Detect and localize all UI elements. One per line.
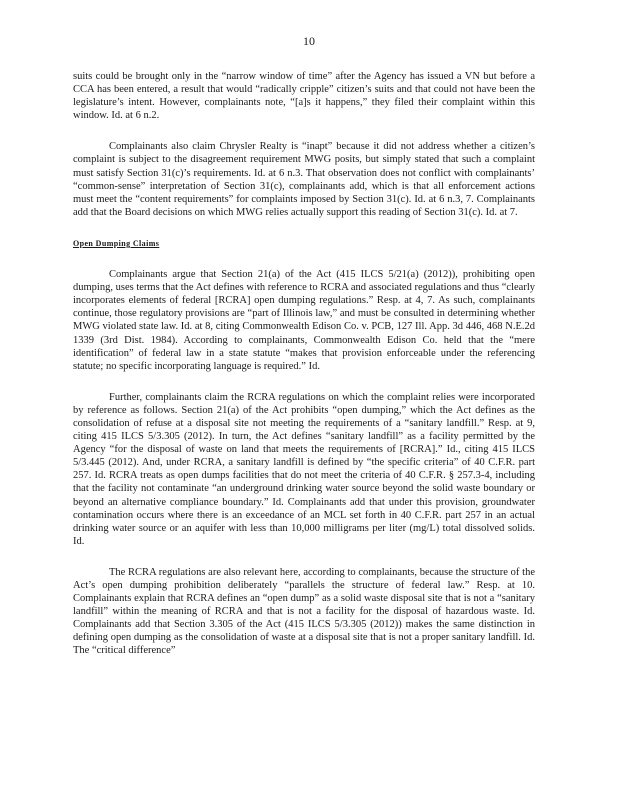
paragraph-chrysler-realty: Complainants also claim Chrysler Realty is “inapt” because it did not address whether a citizen’s complaint is subject to the disagreement requirement MWG posits, but simply stated that such a complaint must satisfy Section 31(c)’s requirements. Id. at 6 n.3. That observation does not conflict with complainants’ “common-sense” interpretation of Section 31(c), complainants add, which is that all enforcement actions must meet the “content requirements” for complaints imposed by Section 31(c). Id. at 6 n.3, 7. Complainants add that the Board decisions on which MWG relies actually support this reading of Section 31(c). Id. at 7. [73,141,535,218]
paragraph-rcra-structure: The RCRA regulations are also relevant here, according to complainants, because the structure of the Act’s open dumping prohibition deliberately “parallels the structure of federal law.” Resp. at 10. Complainants explain that RCRA defines an “open dump” as a solid waste disposal site that is not a “sanitary landfill” within the meaning of RCRA and that is not a facility for the disposal of hazardous waste. Id. Complainants add that Section 3.305 of the Act (415 ILCS 5/3.305 (2012)) makes the same distinction in defining open dumping as the consolidation of waste at a disposal site that is not a proper sanitary landfill. Id. The “critical difference” [73,566,535,657]
document-body [73,70,535,676]
page-number: 10 [303,34,315,48]
paragraph-rcra-incorporation: Further, complainants claim the RCRA regulations on which the complaint relies were incorporated by reference as follows. Section 21(a) of the Act prohibits “open dumping,” which the Act defines as the consolidation of refuse at a disposal site not meeting the requirements of a “sanitary landfill.” Resp. at 9, citing 415 ILCS 5/3.305 (2012). In turn, the Act defines “sanitary landfill” as a facility permitted by the Agency “for the disposal of waste on land that meets the requirements of [RCRA].” Id., citing 415 ILCS 5/3.445 (2012). And, under RCRA, a sanitary landfill is defined by “the specific criteria” of 40 C.F.R. part 257. Id. RCRA treats as open dumps facilities that do not meet the criteria of 40 C.F.R. § 257.3-4, including that the facility not contaminate “an underground drinking water source beyond the solid waste boundary or beyond an alternative compliance boundary.” Id. Complainants add that under this provision, groundwater contamination occurs where there is an exceedance of an MCL set forth in 40 C.F.R. part 257 in an actual drinking water source or an aquifer with less than 10,000 milligrams per liter (mg/L) total dissolved solids. Id. [73,391,535,547]
section-heading-open-dumping: Open Dumping Claims [73,238,160,248]
paragraph-section-21a: Complainants argue that Section 21(a) of the Act (415 ILCS 5/21(a) (2012)), prohibiting open dumping, uses terms that the Act defines with reference to RCRA and associated regulations and thus “clearly incorporates elements of federal [RCRA] open dumping regulations.” Resp. at 4, 7. As such, complainants continue, those regulatory provisions are “part of Illinois law,” and must be consulted in determining whether MWG violated state law. Id. at 8, citing Commonwealth Edison Co. v. PCB, 127 Ill. App. 3d 446, 468 N.E.2d 1339 (3rd Dist. 1984). According to complainants, Commonwealth Edison Co. held that the “mere identification” of federal law in a state statute “makes that provision enforceable under the referencing statute; no specific incorporating language is required.” Id. [73,269,535,372]
paragraph-continuation: suits could be brought only in the “narrow window of time” after the Agency has issued a VN but before a CCA has been entered, a result that would “radically cripple” citizen’s suits and that could not have been the legislature’s intent. However, complainants note, “[a]s it happens,” they filed their complaint within this window. Id. at 6 n.2. [73,71,535,122]
